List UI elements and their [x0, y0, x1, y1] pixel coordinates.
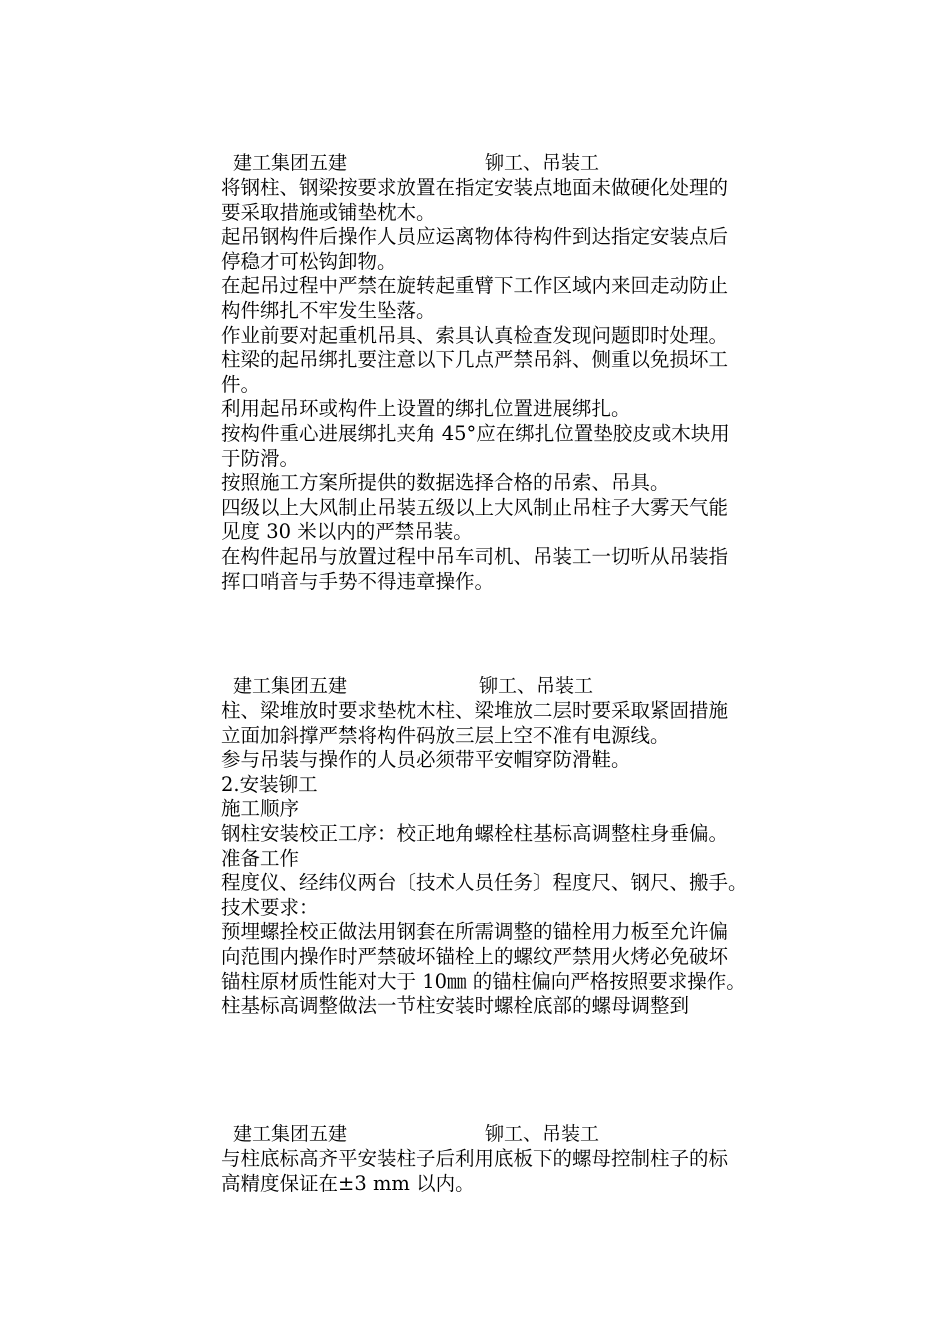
text-line: 准备工作	[221, 846, 300, 870]
body-text	[221, 1147, 821, 1196]
text-line: 柱梁的起吊绑扎要注意以下几点严禁吊斜、侧重以免损坏工	[221, 348, 729, 372]
text-line: 向范围内操作时严禁破坏锚栓上的螺纹严禁用火烤必免破坏	[221, 944, 729, 968]
text-line: 利用起吊环或构件上设置的绑扎位置进展绑扎。	[221, 397, 631, 421]
text-line: 柱基标高调整做法一节柱安装时螺栓底部的螺母调整到	[221, 994, 690, 1018]
text-line: 柱、梁堆放时要求垫枕木柱、梁堆放二层时要采取紧固措施	[221, 699, 729, 722]
text-line: 挥口哨音与手势不得违章操作。	[221, 569, 495, 593]
text-line: 与柱底标高齐平安装柱子后利用底板下的螺母控制柱子的标	[221, 1147, 729, 1170]
header-company: 建工集团五建	[233, 675, 348, 697]
text-line: 件。	[221, 372, 261, 396]
text-line: 将钢柱、钢梁按要求放置在指定安装点地面未做硬化处理的	[221, 176, 729, 199]
header-company: 建工集团五建	[233, 152, 348, 174]
text-line: 高精度保证在±3 mm 以内。	[221, 1171, 475, 1195]
running-header	[221, 150, 821, 176]
running-header	[221, 1121, 821, 1147]
running-header	[221, 673, 821, 699]
text-line: 按构件重心进展绑扎夹角 45°应在绑扎位置垫胶皮或木块用	[221, 421, 730, 445]
text-line: 于防滑。	[221, 446, 300, 470]
text-line: 在起吊过程中严禁在旋转起重臂下工作区域内来回走动防止	[221, 274, 729, 298]
text-line: 程度仪、经纬仪两台〔技术人员任务〕程度尺、钢尺、搬手。	[221, 871, 748, 895]
text-line: 四级以上大风制止吊装五级以上大风制止吊柱子大雾天气能	[221, 495, 729, 519]
body-text	[221, 176, 821, 594]
page-section-3	[221, 1121, 821, 1196]
text-line: 见度 30 米以内的严禁吊装。	[221, 520, 473, 544]
text-line: 参与吊装与操作的人员必须带平安帽穿防滑鞋。	[221, 748, 631, 772]
text-line: 预埋螺拴校正做法用钢套在所需调整的锚栓用力板至允许偏	[221, 920, 729, 944]
text-line: 起吊钢构件后操作人员应运离物体待构件到达指定安装点后	[221, 225, 729, 249]
header-department: 铆工、吊装工	[485, 1123, 600, 1145]
text-line: 钢柱安装校正工序：校正地角螺栓柱基标高调整柱身垂偏。	[221, 821, 729, 845]
section-heading: 2.安装铆工	[221, 772, 318, 796]
header-department: 铆工、吊装工	[479, 675, 594, 697]
header-department: 铆工、吊装工	[485, 152, 600, 174]
text-line: 在构件起吊与放置过程中吊车司机、吊装工一切听从吊装指	[221, 544, 729, 568]
text-line: 按照施工方案所提供的数据选择合格的吊索、吊具。	[221, 471, 670, 495]
text-line: 锚柱原材质性能对大于 10㎜ 的锚柱偏向严格按照要求操作。	[221, 969, 746, 993]
text-line: 施工顺序	[221, 797, 300, 821]
text-line: 技术要求：	[221, 895, 319, 919]
text-line: 立面加斜撑严禁将构件码放三层上空不准有电源线。	[221, 723, 670, 747]
page-section-2	[221, 673, 821, 1019]
text-line: 停稳才可松钩卸物。	[221, 249, 397, 273]
text-line: 作业前要对起重机吊具、索具认真检查发现问题即时处理。	[221, 323, 729, 347]
text-line: 构件绑扎不牢发生坠落。	[221, 298, 436, 322]
header-company: 建工集团五建	[233, 1123, 348, 1145]
body-text	[221, 699, 821, 1019]
page-section-1	[221, 150, 821, 594]
text-line: 要采取措施或铺垫枕木。	[221, 200, 436, 224]
